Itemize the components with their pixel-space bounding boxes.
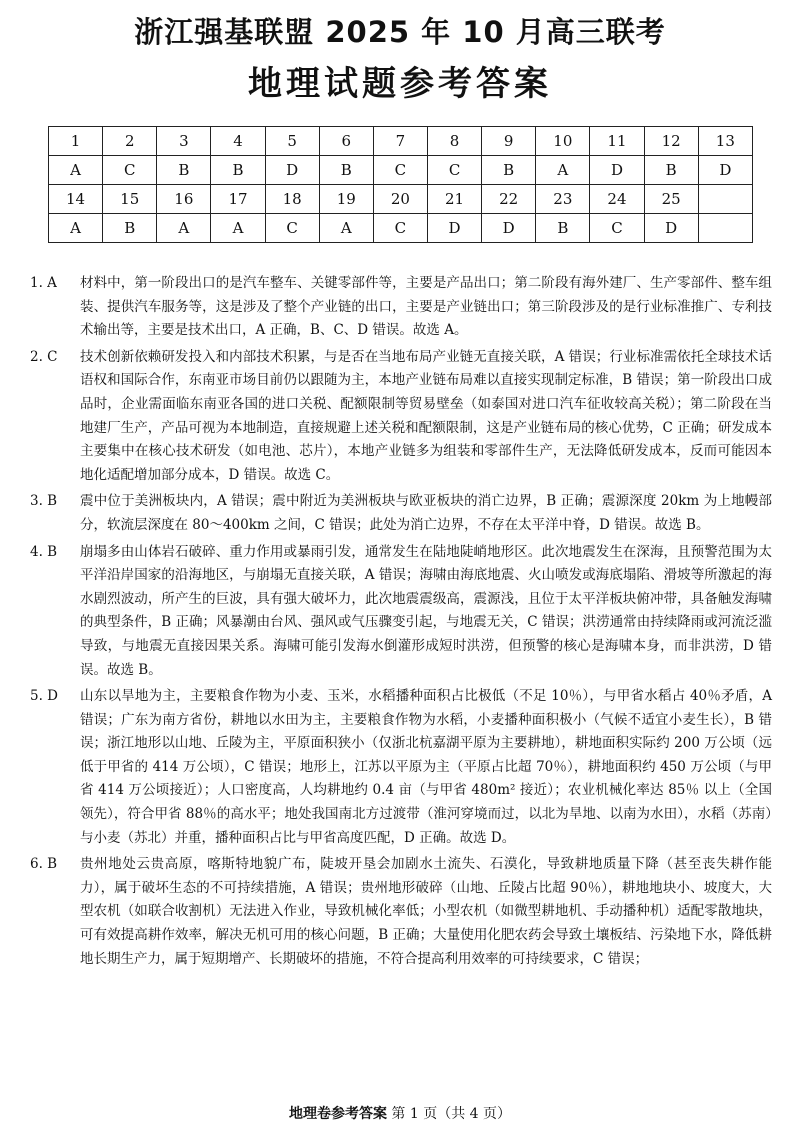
question-number-cell	[698, 185, 752, 214]
answer-cell: D	[590, 156, 644, 185]
answer-row	[49, 156, 753, 185]
question-number-cell: 3	[157, 127, 211, 156]
page-footer	[0, 1103, 800, 1123]
answer-cell: C	[373, 156, 427, 185]
question-number-cell: 25	[644, 185, 698, 214]
explanation-item	[30, 541, 772, 683]
question-number-row	[49, 185, 753, 214]
question-number-cell: 7	[373, 127, 427, 156]
answer-cell: B	[644, 156, 698, 185]
answer-cell: D	[427, 214, 481, 243]
answer-cell	[698, 214, 752, 243]
question-number-cell: 6	[319, 127, 373, 156]
explanation-text: 崩塌多由山体岩石破碎、重力作用或暴雨引发，通常发生在陆地陡峭地形区。此次地震发生在深海，且预警范围为太平洋沿岸国家的沿海地区，与崩塌无直接关联，A 错误；海啸由海底地震、火山喷发或海底塌陷、滑坡等所激起的海水剧烈波动，所产生的巨波，具有强大破坏力，此次地震震级高，震源浅，且位于太平洋板块俯冲带，具备触发海啸的典型条件，B 正确；风暴潮由台风、强风或气压骤变引起，与地震无关，C 错误；洪涝通常由持续降雨或河流泛滥导致，与地震无直接因果关系。海啸可能引发海水倒灌形成短时洪涝，但预警的核心是海啸本身，而非洪涝，D 错误。故选 B。	[80, 543, 772, 678]
answer-table	[48, 126, 753, 243]
answer-cell: D	[482, 214, 536, 243]
answer-cell: D	[265, 156, 319, 185]
answer-cell: B	[103, 214, 157, 243]
answer-cell: A	[157, 214, 211, 243]
explanation-item	[30, 490, 772, 537]
explanation-item	[30, 346, 772, 488]
footer-title: 地理卷参考答案	[288, 1106, 387, 1122]
explanation-number: 4. B	[30, 543, 58, 560]
question-number-cell: 14	[49, 185, 103, 214]
question-number-cell: 16	[157, 185, 211, 214]
answer-cell: A	[536, 156, 590, 185]
explanation-item	[30, 272, 772, 343]
question-number-cell: 9	[482, 127, 536, 156]
answer-cell: C	[373, 214, 427, 243]
answer-cell: C	[103, 156, 157, 185]
answer-cell: B	[482, 156, 536, 185]
answer-cell: B	[536, 214, 590, 243]
question-number-cell: 19	[319, 185, 373, 214]
answer-cell: A	[319, 214, 373, 243]
answer-cell: B	[211, 156, 265, 185]
explanation-text: 贵州地处云贵高原，喀斯特地貌广布，陡坡开垦会加剧水土流失、石漠化，导致耕地质量下降（甚至丧失耕作能力），属于破坏生态的不可持续措施，A 错误；贵州地形破碎（山地、丘陵占比超 90％），耕地地块小、坡度大，大型农机（如联合收割机）无法进入作业，导致机械化率低；小型农机（如微型耕地机、手动播种机）适配零散地块，可有效提高耕作效率，解决无机可用的核心问题，B 正确；大量使用化肥农药会导致土壤板结、污染地下水，降低耕地长期生产力，属于短期增产、长期破坏的措施，不符合提高利用效率的可持续要求，C 错误；	[80, 856, 772, 967]
answer-cell: C	[590, 214, 644, 243]
answer-cell: D	[644, 214, 698, 243]
explanation-number: 2. C	[30, 348, 58, 365]
question-number-cell: 4	[211, 127, 265, 156]
answer-cell: A	[211, 214, 265, 243]
explanation-number: 1. A	[30, 275, 57, 291]
footer-page-number: 第 1 页（共 4 页）	[391, 1106, 512, 1122]
explanation-number: 5. D	[30, 688, 58, 705]
question-number-cell: 1	[49, 127, 103, 156]
question-number-cell: 10	[536, 127, 590, 156]
question-number-cell: 20	[373, 185, 427, 214]
explanations-list	[30, 272, 772, 974]
page-subtitle: 地理试题参考答案	[248, 64, 552, 104]
explanation-number: 6. B	[30, 856, 58, 873]
answer-cell: D	[698, 156, 752, 185]
question-number-cell: 13	[698, 127, 752, 156]
answer-cell: A	[49, 214, 103, 243]
explanation-text: 震中位于美洲板块内，A 错误；震中附近为美洲板块与欧亚板块的消亡边界，B 正确；震源深度 20km 为上地幔部分，软流层深度在 80～400km 之间，C 错误；此处为消亡边界，不存在太平洋中脊，D 错误。故选 B。	[80, 493, 772, 533]
question-number-cell: 15	[103, 185, 157, 214]
explanation-text: 技术创新依赖研发投入和内部技术积累，与是否在当地布局产业链无直接关联，A 错误；行业标准需依托全球技术话语权和国际合作，东南亚市场目前仍以跟随为主，本地产业链布局难以直接实现制定标准，B 错误；第一阶段出口成品时，企业需面临东南亚各国的进口关税、配额限制等贸易壁垒（如泰国对进口汽车征收较高关税）；第二阶段在当地建厂生产，产品可视为本地制造，直接规避上述关税和配额限制，这是产业链布局的核心优势，C 正确；研发成本主要集中在核心技术研发（如电池、芯片），本地产业链多为组装和零部件生产，无法降低研发成本，反而可能因本地化适配增加部分成本，D 错误。故选 C。	[80, 348, 772, 483]
explanation-item	[30, 853, 772, 971]
explanation-number: 3. B	[30, 493, 58, 510]
explanation-text: 材料中，第一阶段出口的是汽车整车、关键零部件等，主要是产品出口；第二阶段有海外建厂、生产零部件、整车组装、提供汽车服务等，这是涉及了整个产业链的出口，主要是产业链出口；第三阶段涉及的是行业标准推广、专利技术输出等，主要是技术出口，A 正确，B、C、D 错误。故选 A。	[80, 275, 772, 339]
answer-cell: B	[319, 156, 373, 185]
question-number-cell: 11	[590, 127, 644, 156]
explanation-text: 山东以旱地为主，主要粮食作物为小麦、玉米，水稻播种面积占比极低（不足 10％），与甲省水稻占 40％矛盾，A 错误；广东为南方省份，耕地以水田为主，主要粮食作物为水稻，小麦播种面积极小（气候不适宜小麦生长），B 错误；浙江地形以山地、丘陵为主，平原面积狭小（仅浙北杭嘉湖平原为主要耕地），耕地面积实际约 200 万公顷（远低于甲省的 414 万公顷），C 错误；地形上，江苏以平原为主（平原占比超 70％），耕地面积约 450 万公顷（与甲省 414 万公顷接近）；人口密度高，人均耕地约 0.4 亩（与甲省 480m² 接近）；农业机械化率达 85％ 以上（全国领先），符合甲省 88％的高水平；地处我国南北方过渡带（淮河穿境而过，以北为旱地、以南为水田），水稻（苏南）与小麦（苏北）并重，播种面积占比与甲省高度匹配，D 正确。故选 D。	[80, 688, 772, 846]
answer-cell: C	[265, 214, 319, 243]
question-number-cell: 21	[427, 185, 481, 214]
question-number-cell: 24	[590, 185, 644, 214]
answer-cell: A	[49, 156, 103, 185]
answer-cell: C	[427, 156, 481, 185]
question-number-cell: 5	[265, 127, 319, 156]
question-number-cell: 23	[536, 185, 590, 214]
question-number-cell: 22	[482, 185, 536, 214]
question-number-cell: 8	[427, 127, 481, 156]
answer-row	[49, 214, 753, 243]
page-title: 浙江强基联盟 2025 年 10 月高三联考	[134, 15, 666, 49]
answer-cell: B	[157, 156, 211, 185]
question-number-cell: 2	[103, 127, 157, 156]
question-number-cell: 12	[644, 127, 698, 156]
explanation-item	[30, 685, 772, 850]
question-number-row	[49, 127, 753, 156]
question-number-cell: 17	[211, 185, 265, 214]
question-number-cell: 18	[265, 185, 319, 214]
